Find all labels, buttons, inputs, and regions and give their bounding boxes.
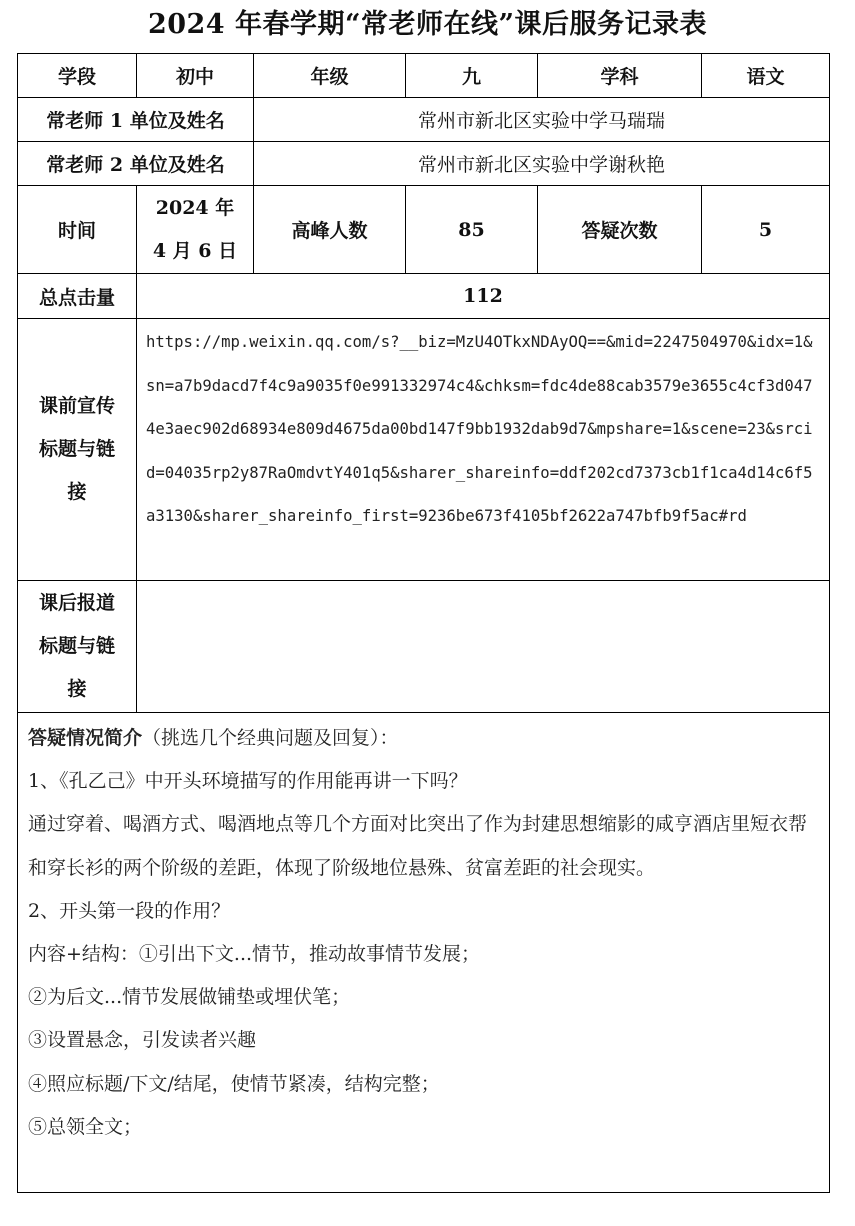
subject-label: 学科 — [538, 54, 702, 98]
teacher1-value: 常州市新北区实验中学马瑞瑞 — [254, 98, 830, 142]
clicks-label: 总点击量 — [18, 274, 137, 319]
qa-answer-2-line-1: 内容+结构：①引出下文...情节，推动故事情节发展； — [28, 943, 481, 966]
table-row — [18, 319, 830, 581]
table-row — [18, 142, 830, 186]
table-row — [18, 98, 830, 142]
qa-heading-line — [28, 717, 819, 760]
post-report-label: 课后报道标题与链接 — [18, 581, 137, 713]
qa-answer-2-line-2: ②为后文...情节发展做铺垫或埋伏笔； — [28, 986, 351, 1009]
qa-question-2: 2、开头第一段的作用？ — [28, 899, 231, 922]
document-title: 2024 年春学期“常老师在线”课后服务记录表 — [147, 9, 708, 40]
qa-answer-1: 通过穿着、喝酒方式、喝酒地点等几个方面对比突出了作为封建思想缩影的咸亨酒店里短衣帮和穿长衫的两个阶级的差距，体现了阶级地位悬殊、贫富差距的社会现实。 — [28, 813, 808, 879]
table-row — [18, 274, 830, 319]
table-row — [18, 581, 830, 713]
qa-count-value: 5 — [702, 186, 830, 274]
time-label: 时间 — [18, 186, 137, 274]
table-row — [18, 54, 830, 98]
table-row — [18, 186, 830, 274]
pre-promo-label: 课前宣传标题与链接 — [18, 319, 137, 581]
time-value: 2024 年 4 月 6 日 — [137, 186, 254, 274]
qa-count-label: 答疑次数 — [538, 186, 702, 274]
subject-value: 语文 — [702, 54, 830, 98]
qa-answer-2-line-3: ③设置悬念，引发读者兴趣 — [28, 1029, 257, 1052]
qa-answer-2-line-4: ④照应标题/下文/结尾，使情节紧凑，结构完整； — [28, 1072, 440, 1095]
grade-value: 九 — [406, 54, 538, 98]
qa-heading: 答疑情况简介 — [28, 727, 143, 749]
post-report-value — [137, 581, 830, 713]
qa-question-1: 1、《孔乙己》中开头环境描写的作用能再讲一下吗？ — [28, 770, 468, 793]
pre-promo-link[interactable]: https://mp.weixin.qq.com/s?__biz=MzU4OTkxNDAyOQ==&mid=2247504970&idx=1&sn=a7b9dacd7f4c9a9035f0e991332974c4&chksm=fdc4de88cab3579e3655c4cf3d0474e3aec902d68934e809d4675da00bd147f9bb1932dab9d7&mpshare=1&scene=23&srcid=04035rp2y87RaOmdvtY401q5&sharer_shareinfo=ddf202cd7373cb1f1ca4d14c6f5a3130&sharer_shareinfo_first=9236be673f4105bf2622a747bfb9f5ac#rd — [137, 319, 830, 581]
teacher2-label: 常老师 2 单位及姓名 — [18, 142, 254, 186]
clicks-value: 112 — [137, 274, 830, 319]
qa-summary-cell — [18, 713, 830, 1193]
peak-label: 高峰人数 — [254, 186, 406, 274]
peak-value: 85 — [406, 186, 538, 274]
teacher2-value: 常州市新北区实验中学谢秋艳 — [254, 142, 830, 186]
grade-label: 年级 — [254, 54, 406, 98]
stage-value: 初中 — [137, 54, 254, 98]
qa-answer-2-line-5: ⑤总领全文； — [28, 1115, 143, 1138]
service-record-table — [17, 53, 830, 1193]
teacher1-label: 常老师 1 单位及姓名 — [18, 98, 254, 142]
table-row — [18, 713, 830, 1193]
stage-label: 学段 — [18, 54, 137, 98]
qa-heading-note: （挑选几个经典问题及回复）： — [142, 727, 399, 749]
